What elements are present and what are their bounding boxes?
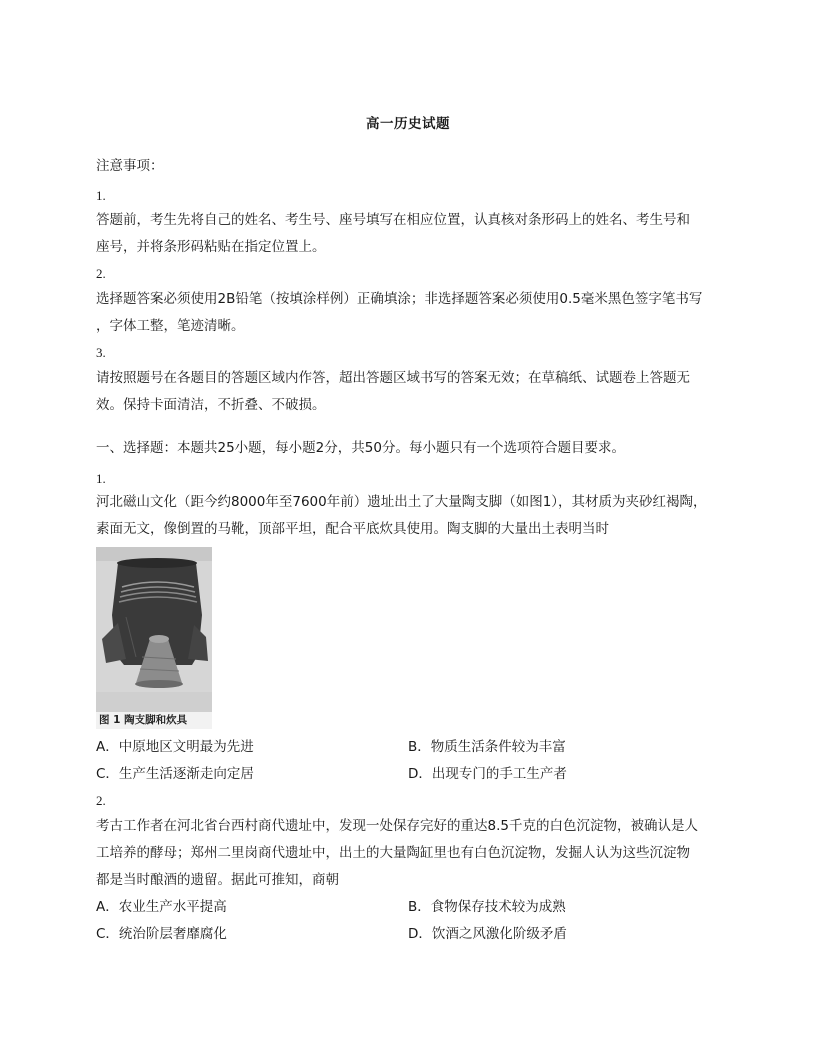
page-title: 高一历史试题 (366, 116, 450, 132)
option-a: A．农业生产水平提高 (96, 899, 227, 915)
note-text-line: 座号，并将条形码粘贴在指定位置上。 (96, 239, 326, 255)
question-text-line: 都是当时酿酒的遗留。据此可推知，商朝 (96, 872, 339, 888)
question-number: 2. (96, 793, 106, 808)
note-text-line: 请按照题号在各题目的答题区域内作答，超出答题区域书写的答案无效；在草稿纸、试题卷上答题无 (96, 370, 690, 386)
question-number: 1. (96, 471, 106, 486)
figure-caption: 图 1 陶支脚和炊具 (96, 712, 212, 729)
notes-heading: 注意事项： (96, 158, 164, 174)
option-d: D．出现专门的手工生产者 (408, 766, 567, 782)
option-a: A．中原地区文明最为先进 (96, 739, 254, 755)
option-c: C．统治阶层奢靡腐化 (96, 926, 227, 942)
section-heading: 一、选择题：本题共25小题，每小题2分，共50分。每小题只有一个选项符合题目要求。 (96, 440, 625, 456)
question-text-line: 工培养的酵母；郑州二里岗商代遗址中，出土的大量陶缸里也有白色沉淀物，发掘人认为这些沉淀物 (96, 845, 690, 861)
note-text-line: ，字体工整，笔迹清晰。 (96, 318, 245, 334)
note-text-line: 效。保持卡面清洁，不折叠、不破损。 (96, 397, 326, 413)
note-text-line: 答题前，考生先将自己的姓名、考生号、座号填写在相应位置，认真核对条形码上的姓名、考生号和 (96, 212, 690, 228)
question-text-line: 素面无文，像倒置的马靴，顶部平坦，配合平底炊具使用。陶支脚的大量出土表明当时 (96, 521, 609, 537)
pottery-figure-image (96, 547, 212, 729)
option-d: D．饮酒之风激化阶级矛盾 (408, 926, 567, 942)
note-number: 3. (96, 345, 106, 360)
question-text-line: 河北磁山文化（距今约8000年至7600年前）遗址出土了大量陶支脚（如图1），其材质为夹砂红褐陶， (96, 494, 707, 510)
question-text-line: 考古工作者在河北省台西村商代遗址中，发现一处保存完好的重达8.5千克的白色沉淀物，被确认是人 (96, 818, 698, 834)
pottery-illustration (96, 547, 212, 712)
note-number: 1. (96, 188, 106, 203)
note-number: 2. (96, 266, 106, 281)
option-b: B．食物保存技术较为成熟 (408, 899, 566, 915)
note-text-line: 选择题答案必须使用2B铅笔（按填涂样例）正确填涂；非选择题答案必须使用0.5毫米黑色签字笔书写 (96, 291, 703, 307)
option-c: C．生产生活逐渐走向定居 (96, 766, 254, 782)
option-b: B．物质生活条件较为丰富 (408, 739, 566, 755)
